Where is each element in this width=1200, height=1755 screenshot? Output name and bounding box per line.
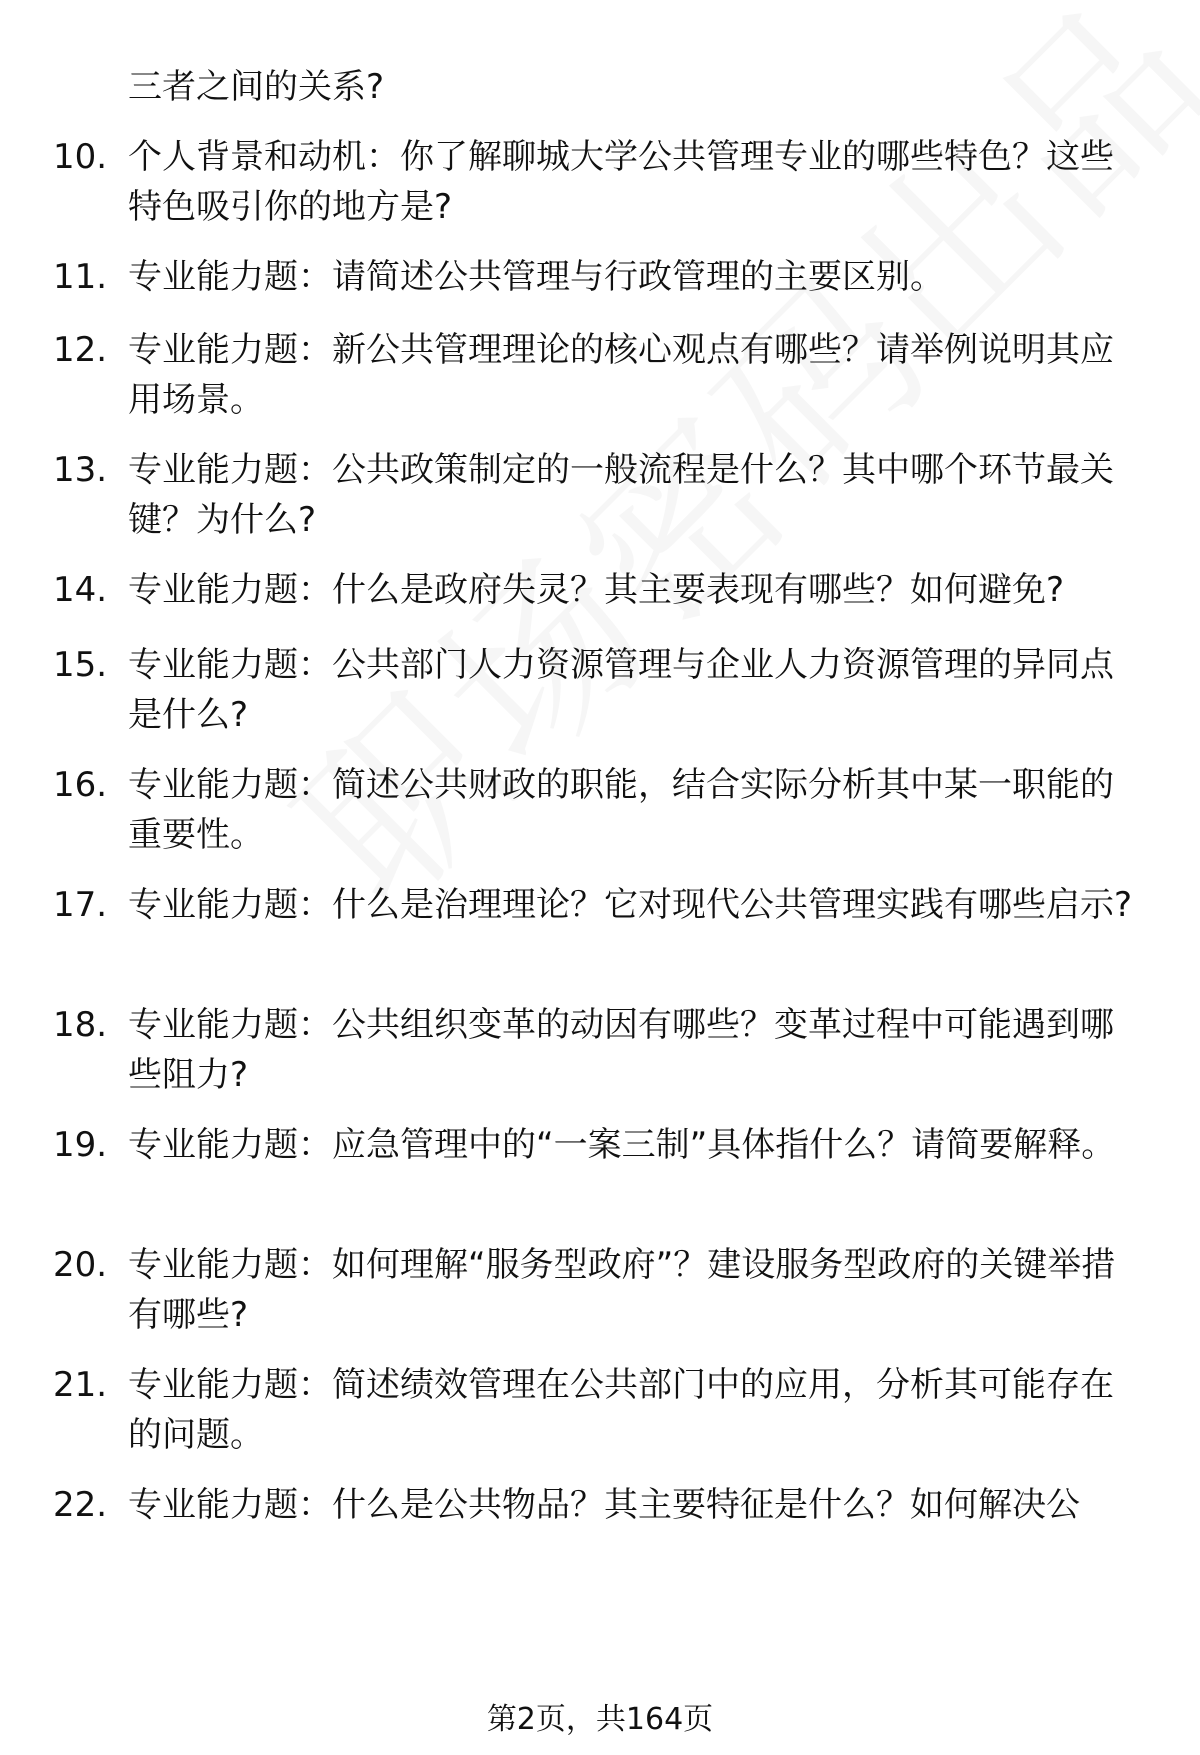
item-number: 11. — [53, 257, 108, 297]
item-number: 12. — [53, 330, 108, 370]
item-number: 16. — [53, 765, 108, 805]
item-number: 19. — [53, 1125, 108, 1165]
item-text: 专业能力题：新公共管理理论的核心观点有哪些？请举例说明其应用场景。 — [128, 330, 1114, 420]
page-footer: 第2页，共164页 — [486, 1702, 714, 1737]
item-number: 17. — [53, 885, 108, 925]
item-number: 18. — [53, 1005, 108, 1045]
item-number: 14. — [53, 570, 108, 610]
item-text: 专业能力题：什么是治理理论？它对现代公共管理实践有哪些启示? — [128, 885, 1133, 925]
item-number: 20. — [53, 1245, 108, 1285]
item-text: 专业能力题：公共部门人力资源管理与企业人力资源管理的异同点是什么? — [128, 645, 1114, 735]
item-number: 21. — [53, 1365, 108, 1405]
item-text: 专业能力题：简述绩效管理在公共部门中的应用，分析其可能存在的问题。 — [128, 1365, 1114, 1455]
item-text: 个人背景和动机：你了解聊城大学公共管理专业的哪些特色？这些特色吸引你的地方是? — [128, 137, 1114, 227]
item-text: 专业能力题：什么是公共物品？其主要特征是什么？如何解决公 — [128, 1485, 1080, 1525]
item-text: 专业能力题：应急管理中的“一案三制”具体指什么？请简要解释。 — [128, 1125, 1116, 1165]
item-number: 10. — [53, 137, 108, 177]
item-text: 专业能力题：请简述公共管理与行政管理的主要区别。 — [128, 257, 944, 297]
item-number: 13. — [53, 450, 108, 490]
item-text: 专业能力题：什么是政府失灵？其主要表现有哪些？如何避免? — [128, 570, 1065, 610]
item-text: 专业能力题：公共政策制定的一般流程是什么？其中哪个环节最关键？为什么? — [128, 450, 1114, 540]
item-number: 22. — [53, 1485, 108, 1525]
item-text: 专业能力题：如何理解“服务型政府”？建设服务型政府的关键举措有哪些? — [128, 1245, 1116, 1335]
item-text: 专业能力题：公共组织变革的动因有哪些？变革过程中可能遇到哪些阻力? — [128, 1005, 1114, 1095]
item-text: 专业能力题：简述公共财政的职能，结合实际分析其中某一职能的重要性。 — [128, 765, 1114, 855]
continuation-text: 三者之间的关系? — [128, 67, 385, 107]
item-number: 15. — [53, 645, 108, 685]
